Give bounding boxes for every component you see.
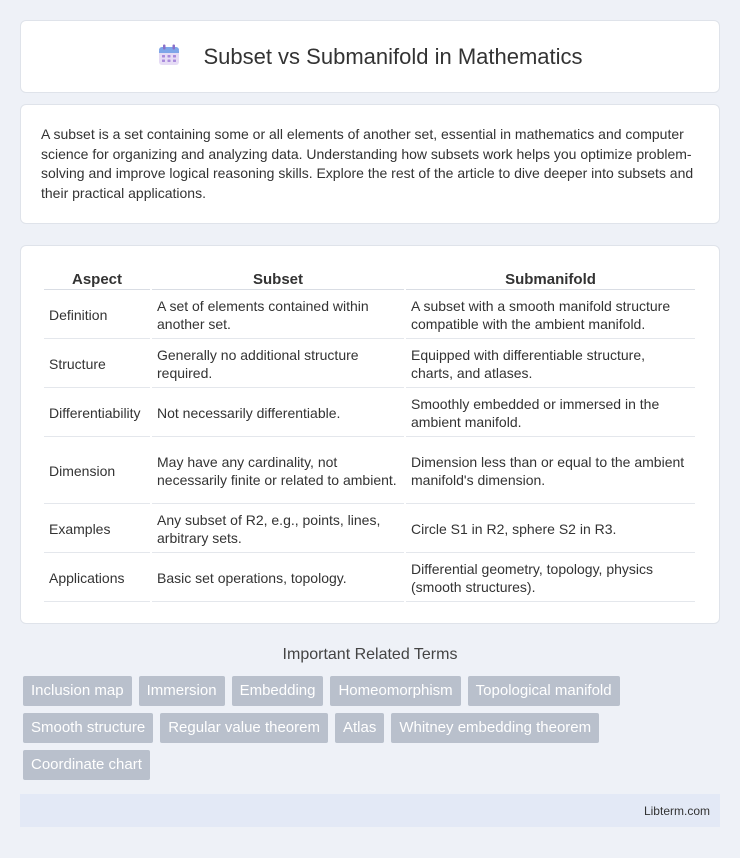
cell-subset: Basic set operations, topology. (152, 555, 404, 602)
header-aspect: Aspect (44, 268, 150, 290)
tag-immersion[interactable]: Immersion (139, 676, 225, 706)
title-card (20, 20, 720, 93)
table-row (44, 341, 695, 388)
tag-homeomorphism[interactable]: Homeomorphism (330, 676, 460, 706)
header-submanifold: Submanifold (406, 268, 695, 290)
cell-subset: A set of elements contained within another set. (152, 292, 404, 339)
cell-aspect: Dimension (44, 439, 150, 504)
cell-subset: Not necessarily differentiable. (152, 390, 404, 437)
table-header-row (44, 268, 695, 290)
tag-embedding[interactable]: Embedding (232, 676, 324, 706)
cell-submanifold: Smoothly embedded or immersed in the ambient manifold. (406, 390, 695, 437)
cell-submanifold: Circle S1 in R2, sphere S2 in R3. (406, 506, 695, 553)
footer (20, 794, 720, 827)
related-terms-list (23, 676, 723, 787)
table-row (44, 555, 695, 602)
header-subset: Subset (152, 268, 404, 290)
cell-subset: Any subset of R2, e.g., points, lines, arbitrary sets. (152, 506, 404, 553)
tag-inclusion-map[interactable]: Inclusion map (23, 676, 132, 706)
cell-aspect: Examples (44, 506, 150, 553)
table-row (44, 439, 695, 504)
tag-regular-value-theorem[interactable]: Regular value theorem (160, 713, 328, 743)
page-title: Subset vs Submanifold in Mathematics (203, 43, 583, 69)
cell-submanifold: A subset with a smooth manifold structure compatible with the ambient manifold. (406, 292, 695, 339)
intro-card (20, 104, 720, 224)
cell-aspect: Structure (44, 341, 150, 388)
intro-text: A subset is a set containing some or all elements of another set, essential in mathematics and computer science for organizing and analyzing data. Understanding how subsets work helps you optimize problem-solving and improve logical reasoning skills. Explore the rest of the article to dive deeper into subsets and their practical applications. (41, 126, 694, 201)
related-terms-heading: Important Related Terms (282, 646, 458, 663)
footer-brand-link[interactable]: Libterm.com (643, 803, 710, 818)
comparison-table (42, 266, 697, 604)
tag-coordinate-chart[interactable]: Coordinate chart (23, 750, 150, 780)
cell-submanifold: Equipped with differentiable structure, charts, and atlases. (406, 341, 695, 388)
calendar-icon (157, 43, 181, 67)
cell-submanifold: Dimension less than or equal to the ambient manifold's dimension. (406, 439, 695, 504)
tag-atlas[interactable]: Atlas (335, 713, 384, 743)
comparison-card (20, 245, 720, 624)
table-row (44, 292, 695, 339)
cell-submanifold: Differential geometry, topology, physics (smooth structures). (406, 555, 695, 602)
cell-subset: Generally no additional structure required. (152, 341, 404, 388)
tag-smooth-structure[interactable]: Smooth structure (23, 713, 153, 743)
cell-aspect: Differentiability (44, 390, 150, 437)
table-row (44, 390, 695, 437)
cell-aspect: Applications (44, 555, 150, 602)
tag-whitney-embedding-theorem[interactable]: Whitney embedding theorem (391, 713, 599, 743)
cell-subset: May have any cardinality, not necessarily finite or related to ambient. (152, 439, 404, 504)
cell-aspect: Definition (44, 292, 150, 339)
tag-topological-manifold[interactable]: Topological manifold (468, 676, 620, 706)
table-row (44, 506, 695, 553)
